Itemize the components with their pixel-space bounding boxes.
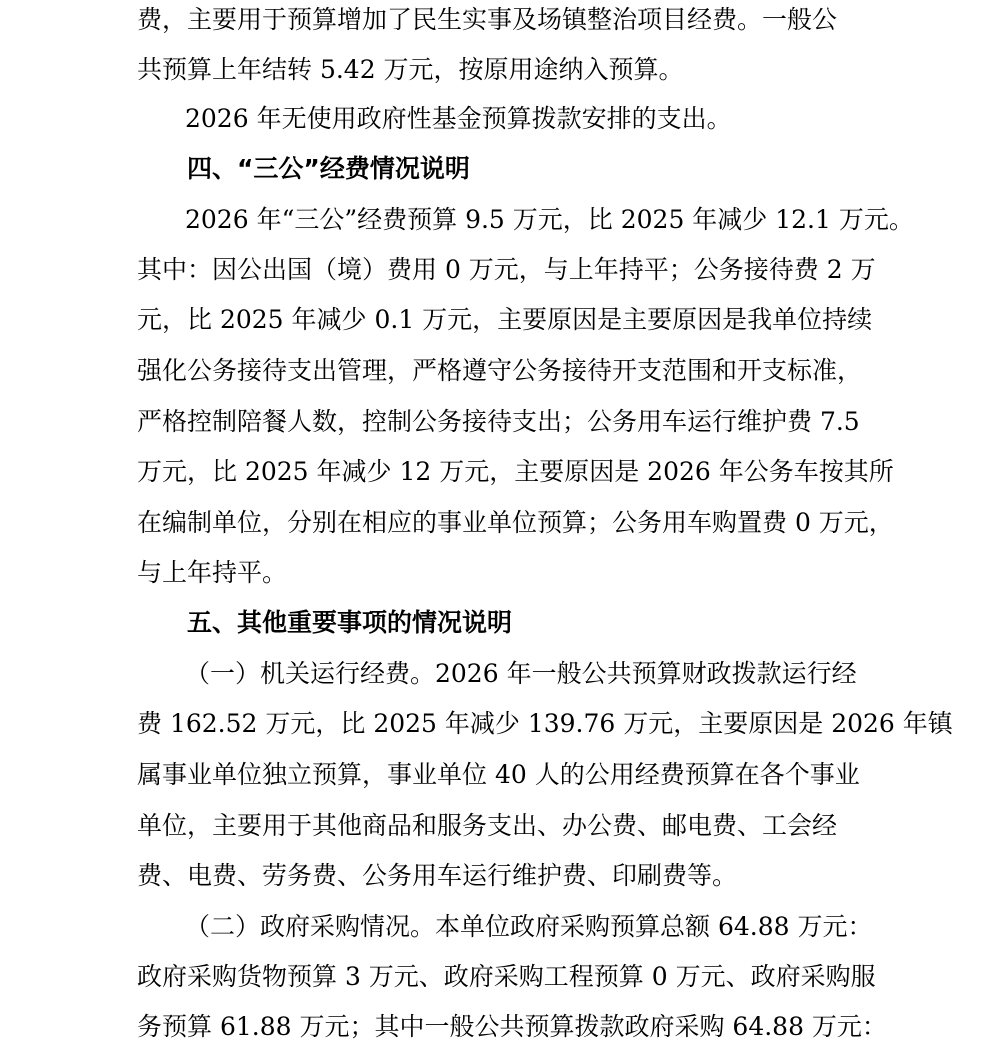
paragraph-line: 政府采购货物预算 3 万元、政府采购工程预算 0 万元、政府采购服: [137, 962, 876, 991]
paragraph-line: 万元，比 2025 年减少 12 万元，主要原因是 2026 年公务车按其所: [137, 457, 894, 486]
paragraph-line: 2026 年无使用政府性基金预算拨款安排的支出。: [185, 104, 732, 133]
paragraph-line: 属事业单位独立预算，事业单位 40 人的公用经费预算在各个事业: [137, 760, 860, 789]
paragraph-line: 务预算 61.88 万元；其中一般公共预算拨款政府采购 64.88 万元：: [137, 1012, 887, 1041]
paragraph-line: 强化公务接待支出管理，严格遵守公务接待开支范围和开支标准，: [137, 356, 863, 385]
paragraph-line: 元，比 2025 年减少 0.1 万元，主要原因是主要原因是我单位持续: [137, 305, 873, 334]
paragraph-line: 费、电费、劳务费、公务用车运行维护费、印刷费等。: [137, 861, 738, 890]
paragraph-line: 与上年持平。: [137, 558, 288, 587]
section-heading: 四、“三公”经费情况说明: [187, 154, 470, 183]
paragraph-line: 费，主要用于预算增加了民生实事及场镇整治项目经费。一般公: [137, 5, 838, 34]
paragraph-line: 在编制单位，分别在相应的事业单位预算；公务用车购置费 0 万元，: [137, 508, 894, 537]
paragraph-line: 费 162.52 万元，比 2025 年减少 139.76 万元，主要原因是 2026 年镇: [137, 709, 953, 738]
paragraph-line: （一）机关运行经费。2026 年一般公共预算财政拨款运行经: [185, 659, 857, 688]
paragraph-line: 共预算上年结转 5.42 万元，按原用途纳入预算。: [137, 55, 684, 84]
paragraph-line: 其中：因公出国（境）费用 0 万元，与上年持平；公务接待费 2 万: [137, 255, 876, 284]
paragraph-line: 严格控制陪餐人数，控制公务接待支出；公务用车运行维护费 7.5: [137, 407, 860, 436]
section-heading: 五、其他重要事项的情况说明: [187, 608, 513, 637]
paragraph-line: （二）政府采购情况。本单位政府采购预算总额 64.88 万元：: [185, 912, 873, 941]
paragraph-line: 单位，主要用于其他商品和服务支出、办公费、邮电费、工会经: [137, 811, 838, 840]
paragraph-line: 2026 年“三公”经费预算 9.5 万元，比 2025 年减少 12.1 万元。: [185, 205, 914, 234]
